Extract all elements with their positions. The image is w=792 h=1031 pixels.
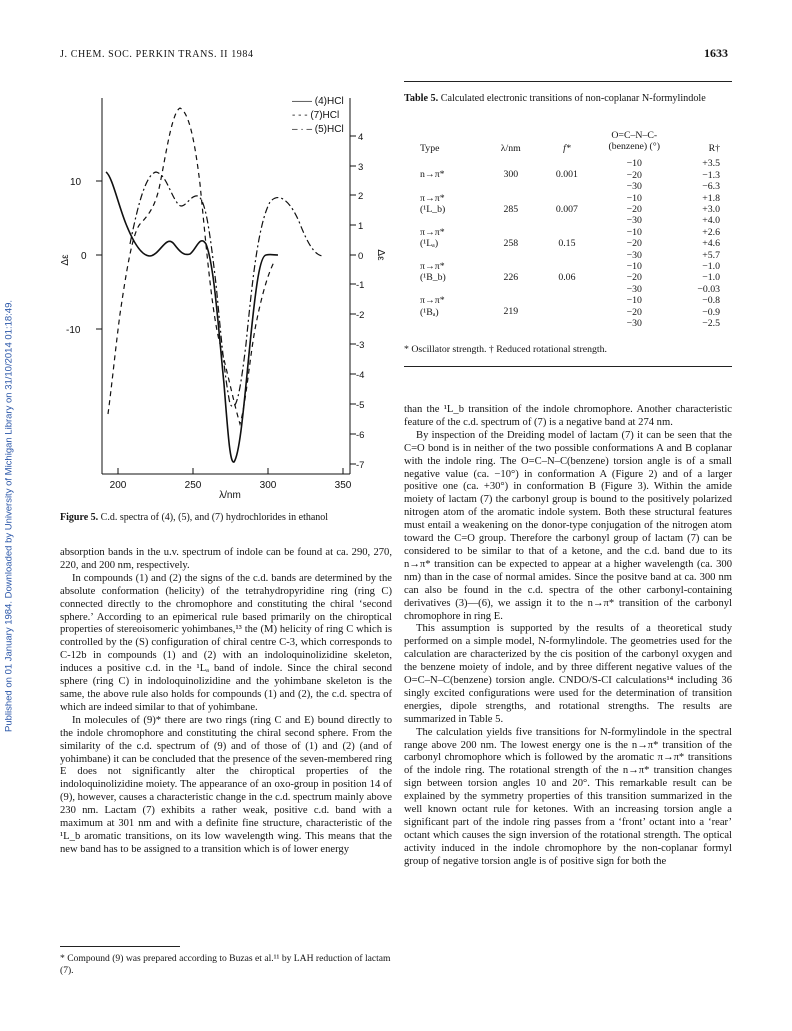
right-tick-label: 0 [358, 251, 364, 262]
cell-r: +4.6 [702, 238, 720, 250]
cell-f: 0.007 [555, 203, 578, 215]
cell-f: 0.06 [558, 272, 576, 284]
cell-f: 0.001 [555, 169, 578, 181]
table-row [420, 227, 720, 261]
x-axis-ticks [118, 468, 343, 474]
cell-r: −1.0 [702, 272, 720, 284]
cell-type: n→π* [420, 169, 445, 181]
cell-angle: −30 [626, 181, 642, 193]
cell-f [540, 295, 593, 329]
table-caption-label: Table 5. [404, 93, 439, 104]
cell-type: π→π* [420, 192, 445, 204]
right-tick-label: -1 [356, 280, 365, 291]
cell-r: −6.3 [702, 181, 720, 193]
cell-type-sub: (¹L_b) [420, 204, 446, 216]
x-tick-label: 300 [259, 480, 277, 491]
cell-r: +1.8 [702, 192, 720, 204]
col-header-lambda: λ/nm [500, 143, 521, 154]
curve-5-hcl [130, 172, 322, 407]
cell-r: −1.3 [702, 169, 720, 181]
cell-angle: −10 [626, 295, 642, 307]
table-footnote: * Oscillator strength. † Reduced rotational strength. [404, 344, 607, 355]
cell-r: +2.6 [702, 226, 720, 238]
figure-caption-text: C.d. spectra of (4), (5), and (7) hydrochlorides in ethanol [98, 512, 329, 523]
download-provenance-note[interactable] [0, 0, 18, 1031]
cell-type-sub: (¹Bₐ) [420, 306, 439, 318]
table-row [420, 158, 720, 192]
right-tick-label: 1 [358, 221, 364, 232]
cell-angle: −10 [626, 226, 642, 238]
cell-r: −2.5 [702, 318, 720, 330]
table-top-rule [404, 81, 732, 82]
paragraph: This assumption is supported by the results of a theoretical study performed on a simple model, N-formylindole. The geometries used for the calculation are characterized by the cis position of the carbonyl oxygen and the benzene moiety of indole, and by three different negative values of the O=C–N–C(benzene) torsion angle. CNDO/S-CI calculations¹⁴ including 36 singly excited configurations were used for the determination of transition energies, dipole strengths, and rotational strengths. The results are summarized in Table 5. [404, 623, 732, 725]
cell-lambda: 219 [503, 306, 519, 318]
right-tick-label: 4 [358, 132, 364, 143]
paragraph: The calculation yields five transitions for N-formylindole in the spectral range above 200 nm. The lowest energy one is the n→π* transition of the carbonyl chromophore which is followed by the aromatic π→π* transitions of the indole ring. The rotational strength of the n→π* transition changes sign between torsion angles 10 and 20°. This remarkable result can be explained by the symmetry properties of this transition summarized in the well known octant rule for ketones. With an increasing torsion angle a significant part of the indole ring passes from a ‘front’ octant into a ‘rear’ octant which causes the sign inversion of the rotational strength. The optical activity induced in the indole chromophore by the non-coplanar formyl group of negative torsion angle is of positive sign for both the [404, 726, 732, 867]
right-axis-ticks [350, 136, 356, 464]
cell-angle: −30 [626, 318, 642, 330]
legend-item-4: —— (4)HCl [292, 96, 344, 107]
right-tick-label: -6 [356, 430, 365, 441]
col-header-f: f* [563, 143, 571, 154]
right-axis-label: Δε [375, 249, 386, 261]
cell-r: +5.7 [702, 249, 720, 261]
table-row [420, 193, 720, 227]
cell-r: −0.8 [702, 295, 720, 307]
right-tick-label: -2 [356, 310, 365, 321]
cell-angle: −20 [626, 306, 642, 318]
cell-angle: −30 [626, 215, 642, 227]
left-tick-label: 0 [81, 251, 87, 262]
table-caption-text: Calculated electronic transitions of non-coplanar N-formylindole [438, 93, 706, 104]
left-axis-label: Δε [60, 254, 71, 266]
cell-lambda: 258 [503, 237, 519, 249]
cd-spectra-figure [60, 84, 390, 504]
cell-r: +4.0 [702, 215, 720, 227]
cell-r: +3.5 [702, 158, 720, 170]
table-header-row [420, 130, 720, 154]
table-row [420, 295, 720, 329]
footnote-rule [60, 946, 180, 947]
cell-type: π→π* [420, 226, 445, 238]
figure-caption [60, 512, 392, 523]
col-header-r: R† [708, 143, 720, 154]
paragraph: By inspection of the Dreiding model of lactam (7) it can be seen that the C=O bond is in neither of the two possible conformations A and B coplanar with the indole ring. The O=C–N–C(benzene) torsion angle is of a small negative value (ca. −10°) in conformation A (Figure 2) and of a larger positive one (ca. +30°) in conformation B (Figure 3). Within the amide moiety of lactam (7) the carbonyl group is bound to the positively polarized nitrogen atom of the aromatic indole system. Both these structural features must entail a weakening on the donor-type conjugation of the nitrogen atom toward the C=O group. Therefore the carbonyl group of lactam (7) can be considered to be similar to that of a ketone, and the c.d. band due to its n→π* transition can be expected to appear at a higher wavelength (ca. 300 nm) than in the case of normal amides. Since the positve band at ca. 300 nm can also be found in the c.d. spectra of the other carbonyl-containing derivatives (3)—(6), we assign it to the n→π* transition of the carbonyl chromophore in ring E. [404, 429, 732, 622]
cell-r: −0.03 [697, 283, 720, 295]
cell-angle: −20 [626, 272, 642, 284]
col-header-angle: O=C–N–C-(benzene) (°) [608, 130, 660, 153]
table-row [420, 261, 720, 295]
x-tick-label: 350 [334, 480, 352, 491]
footnote: * Compound (9) was prepared according to Buzas et al.¹¹ by LAH reduction of lactam (7). [60, 953, 391, 976]
cell-angle: −20 [626, 169, 642, 181]
page-number: 1633 [704, 46, 728, 60]
running-header: J. CHEM. SOC. PERKIN TRANS. II 1984 [60, 49, 254, 60]
cell-type: π→π* [420, 295, 445, 307]
left-column [60, 547, 392, 857]
curve-7-hcl [108, 108, 274, 424]
paragraph: absorption bands in the u.v. spectrum of indole can be found at ca. 290, 270, 220, and 200 nm, respectively. [60, 547, 392, 571]
curve-4-hcl [106, 172, 278, 462]
right-tick-label: 3 [358, 162, 364, 173]
cell-angle: −10 [626, 158, 642, 170]
paragraph: In compounds (1) and (2) the signs of the c.d. bands are determined by the absolute conformation (helicity) of the tetrahydropyridine ring (ring C) connected directly to the chromophore and constituting the chiral ‘second sphere.’ According to an epimerical rule based primarily on the chiroptical properties of stereoisomeric yohimbanes,¹³ the (M) helicity of ring C which is controlled by the (S) configuration of chiral centre C-3, which corresponds to C-12b in compounds (1) and (2) with an indoloquinolizidine skeleton, induces a positive c.d. in the ¹Lₐ band of indole. Since the chiral second sphere (ring C) in indoloquinolizidine and the yohimbane skeleton is the same, the above rule also holds for compounds (1) and (2), the c.d. spectra of which are indeed similar to that of yohimbane. [60, 572, 392, 713]
right-tick-label: -7 [356, 460, 365, 471]
cell-angle: −20 [626, 238, 642, 250]
right-tick-label: -3 [356, 340, 365, 351]
cell-angle: −10 [626, 192, 642, 204]
table-caption [404, 93, 732, 105]
col-header-type: Type [420, 143, 440, 154]
figure-caption-label: Figure 5. [60, 512, 99, 523]
legend-item-5: – · – (5)HCl [292, 124, 344, 135]
cell-r: −1.0 [702, 261, 720, 273]
provenance-text[interactable]: Published on 01 January 1984. Downloaded by University of Michigan Library on 31/10/2014 01:18:49. [3, 299, 15, 732]
cell-lambda: 300 [503, 169, 519, 181]
x-axis-label: λ/nm [219, 490, 241, 501]
cell-lambda: 226 [503, 272, 519, 284]
cell-angle: −30 [626, 283, 642, 295]
cell-type-sub: (¹B_b) [420, 272, 446, 284]
transitions-table [420, 130, 720, 330]
cell-r: −0.9 [702, 306, 720, 318]
cell-f: 0.15 [558, 237, 576, 249]
cell-r: +3.0 [702, 204, 720, 216]
cell-angle: −10 [626, 261, 642, 273]
left-tick-label: 10 [70, 177, 82, 188]
right-tick-label: -5 [356, 400, 365, 411]
cell-angle: −30 [626, 249, 642, 261]
cell-type-sub: (¹Lₐ) [420, 238, 439, 250]
right-tick-label: -4 [356, 370, 365, 381]
left-tick-label: -10 [66, 325, 81, 336]
paragraph: than the ¹L_b transition of the indole chromophore. Another characteristic feature of the c.d. spectrum of (7) is a negative band at 274 nm. [404, 404, 732, 428]
legend-item-7: - - - (7)HCl [292, 110, 340, 121]
paragraph: In molecules of (9)* there are two rings (ring C and E) bound directly to the indole chromophore and constituting the chiral second sphere. From the similarity of the c.d. spectrum of (9) and of those of (1) and (2) (and of yohimbane) it can be concluded that the presence of the seven-membered ring E does not significantly alter the chiroptical properties of the indoloquinolizidine moiety. The appearance of an oxo-group in position 14 of (9), however, causes a characteristic change in the c.d. spectrum mainly above 230 nm. Lactam (7) exhibits a rather weak, positive c.d. band with a maximum at 301 nm and with a definite fine structure, characteristic of the ¹L_b aromatic transitions, on its low wavelength wing. This means that the new band has to be assigned to a transition which is of lower energy [60, 714, 392, 855]
table-bottom-rule [404, 366, 732, 367]
right-column [404, 404, 732, 869]
cell-angle: −20 [626, 204, 642, 216]
right-tick-label: 2 [358, 191, 364, 202]
x-tick-label: 250 [184, 480, 202, 491]
cell-lambda: 285 [503, 203, 519, 215]
x-tick-label: 200 [109, 480, 127, 491]
cell-type: π→π* [420, 261, 445, 273]
